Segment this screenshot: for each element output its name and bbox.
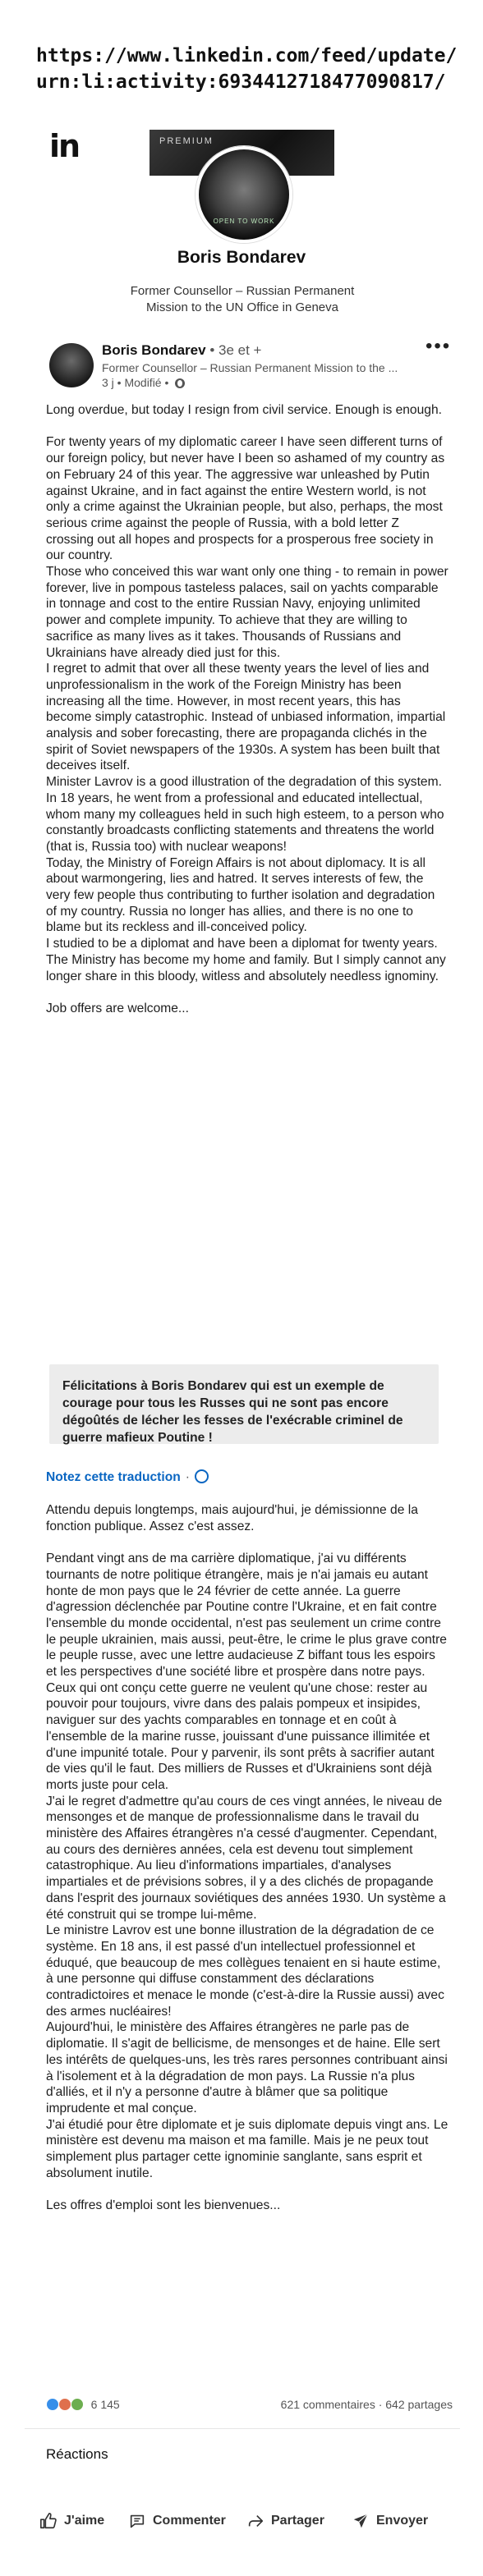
post-body-fr	[46, 1502, 448, 2214]
profile-headline: Former Counsellor – Russian Permanent Mission to the UN Office in Geneva	[130, 284, 355, 314]
share-label: Partager	[271, 2514, 324, 2528]
post-paragraph: Job offers are welcome...	[46, 1001, 189, 1015]
post-paragraph-fr: Aujourd'hui, le ministère des Affaires étrangères ne parle pas de diplomatie. Il s'agit de bellicisme, de mensonges et de haine. Elle sert les intérêts de quelques-uns, les très rares personnes contribuant ainsi à l'isolement et à la dégradation de mon pays. La Russie n'a plus d'alliés, et il n'y a personne d'autre à blâmer que sa politique imprudente et mal conçue.	[46, 2020, 448, 2115]
post-author[interactable]	[102, 342, 261, 359]
post-meta	[102, 376, 185, 389]
globe-icon	[175, 378, 185, 388]
like-label: J'aime	[64, 2514, 105, 2528]
send-button[interactable]	[352, 2512, 428, 2530]
highlighted-comment	[49, 1364, 439, 1444]
love-reaction-icon	[58, 2398, 71, 2411]
post-paragraph: Minister Lavrov is a good illustration of the degradation of this system. In 18 years, he went from a professional and educated intellectual, whom many my colleagues held in such high esteem, to a person who constantly broadcasts conflicting statements and threatens the world (that is, Russia too) with nuclear weapons!	[46, 775, 444, 854]
highlighted-comment-text: Félicitations à Boris Bondarev qui est un exemple de courage pour tous les Russes qui ne sont pas encore dégoûtés de lécher les fesses de l'exécrable criminel de guerre mafieux Poutine !	[62, 1379, 403, 1445]
divider	[25, 2428, 460, 2429]
post-author-name: Boris Bondarev	[102, 342, 206, 358]
post-url: https://www.linkedin.com/feed/update/urn:li:activity:6934412718477090817/	[36, 45, 458, 93]
reactions-title: Réactions	[46, 2446, 108, 2462]
post-paragraph: Long overdue, but today I resign from civil service. Enough is enough.	[46, 403, 442, 417]
share-button[interactable]	[246, 2512, 324, 2530]
linkedin-logo-icon[interactable]	[49, 130, 94, 163]
linkedin-logo-text: in	[49, 128, 80, 164]
separator: ·	[185, 1470, 190, 1484]
share-icon	[246, 2512, 264, 2530]
rate-translation-link[interactable]: Notez cette traduction	[46, 1470, 181, 1484]
comment-label: Commenter	[153, 2514, 226, 2528]
thumbs-up-icon	[39, 2512, 58, 2530]
profile-name[interactable]: Boris Bondarev	[177, 248, 306, 267]
comment-icon	[128, 2512, 146, 2530]
post-paragraph: For twenty years of my diplomatic career I have seen different turns of our foreign policy, but never have I been so ashamed of my country as on February 24 of this year. The aggressive war unleashed by Putin against Ukraine, and in fact against the entire Western world, is not only a crime against the Ukrainian people, but also, perhaps, the most serious crime against the people of Russia, with a bold letter Z crossing out all hopes and prospects for a prosperous free society in our country.	[46, 435, 445, 563]
post-paragraph-fr: Le ministre Lavrov est une bonne illustration de la dégradation de ce système. En 18 ans, il est passé d'un intellectuel professionnel et éduqué, que beaucoup de mes collègues tenaient en si haute estime, à une personne qui diffuse constamment des déclarations contradictoires et menace le monde (c'est-à-dire la Russie aussi) avec des armes nucléaires!	[46, 1923, 444, 2019]
post-author-subtitle: Former Counsellor – Russian Permanent Mission to the ...	[102, 361, 398, 374]
connection-degree: • 3e et +	[209, 342, 262, 358]
post-paragraph-fr: Pendant vingt ans de ma carrière diplomatique, j'ai vu différents tournants de notre politique étrangère, mais je n'ai jamais eu autant honte de mon pays que le 24 février de cette année. La guerre d'agression déclenchée par Poutine contre l'Ukraine, et en fait contre l'ensemble du monde occidental, n'est pas seulement un crime contre le peuple ukrainien, mais aussi, peut-être, le crime le plus grave contre le peuple russe, avec une lettre audacieuse Z biffant tous les espoirs et les perspectives d'une société libre et prospère dans notre pays.	[46, 1552, 447, 1680]
social-counts	[46, 2396, 453, 2414]
post-paragraph-fr: Ceux qui ont conçu cette guerre ne veulent qu'une chose: rester au pouvoir pour toujours, vivre dans des palais pompeux et insipides, naviguer sur des yachts comparables en tonnage et en coût à l'ensemble de la marine russe, jouissant d'une puissance illimitée et d'une impunité totale. Pour y parvenir, ils sont prêts à sacrifier autant de vies qu'il le faut. Des milliers de Russes et d'Ukrainiens sont déjà morts juste pour cela.	[46, 1680, 435, 1792]
post-paragraph: Those who conceived this war want only one thing - to remain in power forever, live in pompous tasteless palaces, sail on yachts comparable in tonnage and cost to the entire Russian Navy, enjoying unlimited power and complete impunity. To achieve that they are willing to sacrifice as many lives as it takes. Thousands of Russians and Ukrainians have already died just for this.	[46, 565, 448, 660]
comment-button[interactable]	[128, 2512, 226, 2530]
post-paragraph-fr: Les offres d'emploi sont les bienvenues...	[46, 2198, 281, 2213]
profile-avatar[interactable]	[196, 146, 292, 243]
rate-translation[interactable]	[46, 1469, 209, 1485]
premium-label: PREMIUM	[159, 136, 214, 146]
reactions-count: 6 145	[90, 2398, 120, 2411]
post-paragraph: Today, the Ministry of Foreign Affairs is not about diplomacy. It is all about warmongering, lies and hatred. It serves interests of few, the very few people thus contributing to further isolation and degradation of my country. Russia no longer has allies, and there is no one to blame but its reckless and ill-conceived policy.	[46, 855, 435, 935]
post-body-en	[46, 402, 448, 1017]
post-paragraph: I regret to admit that over all these twenty years the level of lies and unprofessionalism in the work of the Foreign Ministry has been increasing all the time. However, in most recent years, this has become simply catastrophic. Instead of unbiased information, impartial analysis and sober forecasting, there are propaganda clichés in the spirit of Soviet newspapers of the 1930s. A system has been built that deceives itself.	[46, 662, 446, 773]
post-paragraph: I studied to be a diplomat and have been a diplomat for twenty years. The Ministry has become my home and family. But I simply cannot any longer share in this bloody, witless and absolutely needless ignominy.	[46, 937, 446, 983]
like-button[interactable]	[39, 2512, 104, 2530]
comments-shares-count[interactable]: 621 commentaires · 642 partages	[280, 2398, 453, 2411]
send-label: Envoyer	[376, 2514, 429, 2528]
post-paragraph-fr: J'ai étudié pour être diplomate et je suis diplomate depuis vingt ans. Le ministère est devenu ma maison et ma famille. Mais je ne peux tout simplement plus partager cette ignominie sanglante, sans esprit et absolument inutile.	[46, 2117, 448, 2180]
celebrate-reaction-icon	[71, 2398, 84, 2411]
post-paragraph-fr: J'ai le regret d'admettre qu'au cours de ces vingt années, le niveau de mensonges et de manque de professionnalisme dans le travail du ministère des Affaires étrangères n'a cessé d'augmenter. Cependant, au cours des dernières années, cela est devenu tout simplement catastrophique. Au lieu d'informations impartiales, d'analyses impartiales et de prévisions sobres, il y a des clichés de propagande dans l'esprit des journaux soviétiques des années 1930. Un système a été construit qui se trompe lui-même.	[46, 1794, 446, 1922]
like-reaction-icon	[46, 2398, 59, 2411]
open-to-work-ring: OPEN TO WORK	[213, 218, 275, 225]
post-paragraph-fr: Attendu depuis longtemps, mais aujourd'hui, je démissionne de la fonction publique. Assez c'est assez.	[46, 1503, 418, 1533]
send-icon	[352, 2512, 370, 2530]
post-time: 3 j • Modifié •	[102, 376, 169, 389]
translation-info-icon[interactable]	[195, 1469, 209, 1483]
more-dots-icon[interactable]: •••	[426, 335, 452, 357]
post-author-avatar[interactable]	[49, 343, 94, 387]
reactions-summary[interactable]	[46, 2398, 120, 2411]
action-bar	[39, 2512, 458, 2537]
